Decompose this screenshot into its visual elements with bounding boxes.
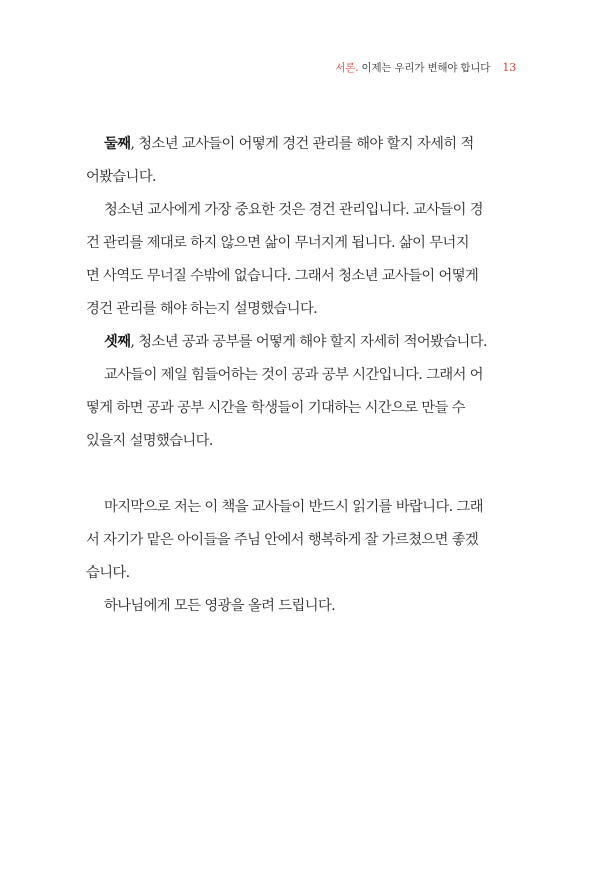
- paragraph: [86, 326, 516, 359]
- paragraph-gap: [86, 458, 516, 491]
- paragraph: [86, 590, 516, 623]
- running-head-title: 이제는 우리가 변해야 합니다: [361, 62, 491, 74]
- paragraph-line: 셋째, 청소년 공과 공부를 어떻게 해야 할지 자세히 적어봤습니다.: [104, 334, 487, 350]
- paragraph-line: 마지막으로 저는 이 책을 교사들이 반드시 읽기를 바랍니다. 그래: [104, 499, 483, 515]
- paragraph: [86, 491, 516, 590]
- paragraph: [86, 128, 516, 194]
- paragraph-line: 어봤습니다.: [86, 169, 156, 185]
- paragraph-line: 하나님에게 모든 영광을 올려 드립니다.: [104, 598, 336, 614]
- paragraph: [86, 194, 516, 326]
- paragraph-lead: 둘째: [104, 136, 131, 152]
- running-head: [335, 60, 516, 75]
- paragraph: [86, 359, 516, 458]
- paragraph-lead: 셋째: [104, 334, 131, 350]
- page-number: 13: [502, 61, 516, 74]
- running-head-chapter: 서론.: [335, 62, 359, 74]
- body-text: [86, 128, 516, 623]
- paragraph-line: 청소년 교사에게 가장 중요한 것은 경건 관리입니다. 교사들이 경: [104, 202, 483, 218]
- paragraph-line: 경건 관리를 해야 하는지 설명했습니다.: [86, 301, 318, 317]
- paragraph-line: 습니다.: [86, 565, 130, 581]
- paragraph-line: 건 관리를 제대로 하지 않으면 삶이 무너지게 됩니다. 삶이 무너지: [86, 235, 469, 251]
- paragraph-line: 면 사역도 무너질 수밖에 없습니다. 그래서 청소년 교사들이 어떻게: [86, 268, 479, 284]
- paragraph-line: 둘째, 청소년 교사들이 어떻게 경건 관리를 해야 할지 자세히 적: [104, 136, 474, 152]
- paragraph-line: 있을지 설명했습니다.: [86, 433, 213, 449]
- paragraph-line: 떻게 하면 공과 공부 시간을 학생들이 기대하는 시간으로 만들 수: [86, 400, 465, 416]
- paragraph-line: 서 자기가 맡은 아이들을 주님 안에서 행복하게 잘 가르쳤으면 좋겠: [86, 532, 479, 548]
- paragraph-line: 교사들이 제일 힘들어하는 것이 공과 공부 시간입니다. 그래서 어: [104, 367, 483, 383]
